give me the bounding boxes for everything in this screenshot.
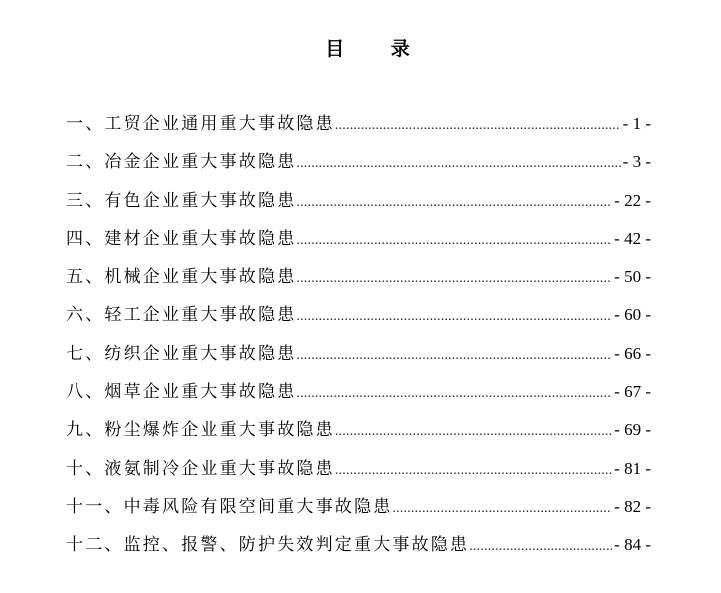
toc-dot-leader (469, 531, 612, 563)
toc-dot-leader (296, 263, 612, 295)
toc-entry[interactable] (66, 453, 651, 491)
toc-entry[interactable] (66, 108, 651, 146)
toc-entry[interactable] (66, 338, 651, 376)
toc-entry-page-number: - 60 - (614, 305, 651, 325)
toc-entry[interactable] (66, 299, 651, 337)
toc-entry-page-number: - 82 - (614, 496, 651, 516)
toc-dot-leader (335, 416, 612, 448)
toc-entry[interactable] (66, 376, 651, 414)
toc-dot-leader (392, 493, 612, 525)
toc-dot-leader (296, 148, 620, 180)
toc-entry[interactable] (66, 261, 651, 299)
toc-entry-label: 二、冶金企业重大事故隐患 (66, 152, 297, 173)
toc-entry-label: 三、有色企业重大事故隐患 (66, 190, 297, 211)
toc-entry[interactable] (66, 491, 651, 529)
toc-entry-page-number: - 69 - (614, 420, 651, 440)
toc-dot-leader (296, 187, 612, 219)
toc-dot-leader (335, 110, 621, 142)
toc-entry[interactable] (66, 146, 651, 184)
toc-entry-label: 十、液氨制冷企业重大事故隐患 (66, 458, 335, 479)
page-title: 目 录 (325, 38, 430, 60)
table-of-contents (66, 108, 651, 568)
toc-dot-leader (296, 378, 612, 410)
toc-dot-leader (335, 455, 612, 487)
toc-entry-page-number: - 3 - (622, 152, 651, 172)
toc-entry-page-number: - 84 - (614, 535, 651, 555)
toc-entry[interactable] (66, 185, 651, 223)
toc-entry[interactable] (66, 223, 651, 261)
toc-entry-page-number: - 81 - (614, 458, 651, 478)
toc-entry-label: 四、建材企业重大事故隐患 (66, 228, 297, 249)
toc-entry-label: 一、工贸企业通用重大事故隐患 (66, 114, 335, 134)
toc-dot-leader (296, 225, 612, 257)
toc-entry-page-number: - 50 - (614, 267, 651, 287)
toc-dot-leader (296, 301, 612, 333)
toc-entry[interactable] (66, 529, 651, 567)
toc-dot-leader (296, 340, 612, 372)
toc-entry-label: 七、纺织企业重大事故隐患 (66, 343, 297, 364)
toc-entry-label: 十一、中毒风险有限空间重大事故隐患 (66, 496, 393, 517)
toc-entry-page-number: - 67 - (614, 382, 651, 402)
toc-entry-label: 八、烟草企业重大事故隐患 (66, 382, 297, 403)
toc-entry-page-number: - 42 - (614, 228, 651, 248)
toc-entry-label: 九、粉尘爆炸企业重大事故隐患 (66, 420, 335, 441)
toc-entry-label: 六、轻工企业重大事故隐患 (66, 305, 297, 326)
toc-entry[interactable] (66, 414, 651, 452)
toc-entry-page-number: - 66 - (614, 343, 651, 363)
toc-entry-label: 五、机械企业重大事故隐患 (66, 267, 297, 288)
toc-entry-page-number: - 22 - (614, 190, 651, 210)
toc-entry-page-number: - 1 - (622, 114, 651, 133)
toc-entry-label: 十二、监控、报警、防护失效判定重大事故隐患 (66, 535, 470, 556)
